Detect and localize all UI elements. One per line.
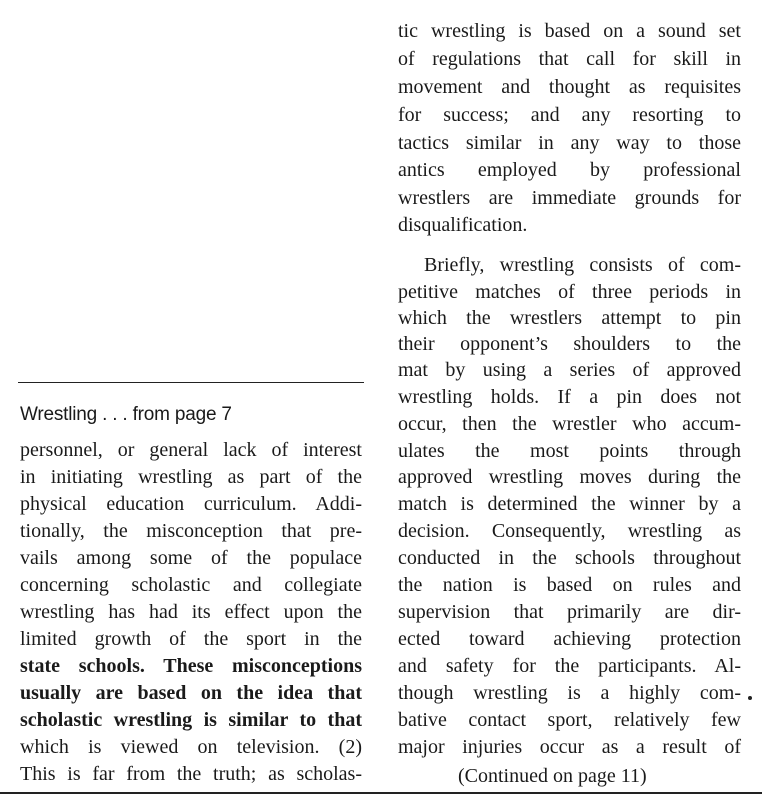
left-line-12: which is viewed on television. (2): [20, 736, 362, 758]
left-line-2: in initiating wrestling as part of the: [20, 466, 362, 488]
right-line-12: their opponent’s shoulders to the: [398, 333, 741, 355]
right-line-25: though wrestling is a highly com-: [398, 682, 741, 704]
right-line-14: wrestling holds. If a pin does not: [398, 386, 741, 408]
right-line-20: conducted in the schools throughout: [398, 547, 741, 569]
right-line-27: major injuries occur as a result of: [398, 736, 741, 758]
right-line-2: of regulations that call for skill in: [398, 48, 741, 70]
right-line-6: antics employed by professional: [398, 159, 741, 181]
left-line-1: personnel, or general lack of interest: [20, 439, 362, 461]
left-line-8: limited growth of the sport in the: [20, 628, 362, 650]
right-line-17: approved wrestling moves during the: [398, 466, 741, 488]
right-line-24: and safety for the participants. Al-: [398, 655, 741, 677]
right-line-26: bative contact sport, relatively few: [398, 709, 741, 731]
right-line-7: wrestlers are immediate grounds for: [398, 187, 741, 209]
right-line-11: which the wrestlers attempt to pin: [398, 307, 741, 329]
left-line-11: scholastic wrestling is similar to that: [20, 709, 362, 731]
right-line-15: occur, then the wrestler who accum-: [398, 413, 741, 435]
right-line-13: mat by using a series of approved: [398, 359, 741, 381]
left-line-7: wrestling has had its effect upon the: [20, 601, 362, 623]
left-line-5: vails among some of the populace: [20, 547, 362, 569]
right-line-4: for success; and any resorting to: [398, 104, 741, 126]
right-line-1: tic wrestling is based on a sound set: [398, 20, 741, 42]
right-line-3: movement and thought as requisites: [398, 76, 741, 98]
right-line-16: ulates the most points through: [398, 440, 741, 462]
continued-from-heading: Wrestling . . . from page 7: [20, 404, 232, 425]
right-line-5: tactics similar in any way to those: [398, 132, 741, 154]
right-line-23: ected toward achieving protection: [398, 628, 741, 650]
section-rule: [18, 382, 364, 383]
left-line-13: This is far from the truth; as scholas-: [20, 763, 362, 785]
right-line-19: decision. Consequently, wrestling as: [398, 520, 741, 542]
left-line-4: tionally, the misconception that pre-: [20, 520, 362, 542]
print-speck: [748, 696, 752, 700]
left-line-9: state schools. These misconceptions: [20, 655, 362, 677]
left-line-6: concerning scholastic and collegiate: [20, 574, 362, 596]
bottom-rule: [0, 792, 762, 794]
left-line-10: usually are based on the idea that: [20, 682, 362, 704]
right-line-21: the nation is based on rules and: [398, 574, 741, 596]
right-line-18: match is determined the winner by a: [398, 493, 741, 515]
right-line-10: petitive matches of three periods in: [398, 281, 741, 303]
right-line-8: disqualification.: [398, 214, 528, 236]
right-line-22: supervision that primarily are dir-: [398, 601, 741, 623]
right-line-9: Briefly, wrestling consists of com-: [424, 254, 741, 276]
left-line-3: physical education curriculum. Addi-: [20, 493, 362, 515]
continued-note: (Continued on page 11): [458, 765, 647, 787]
